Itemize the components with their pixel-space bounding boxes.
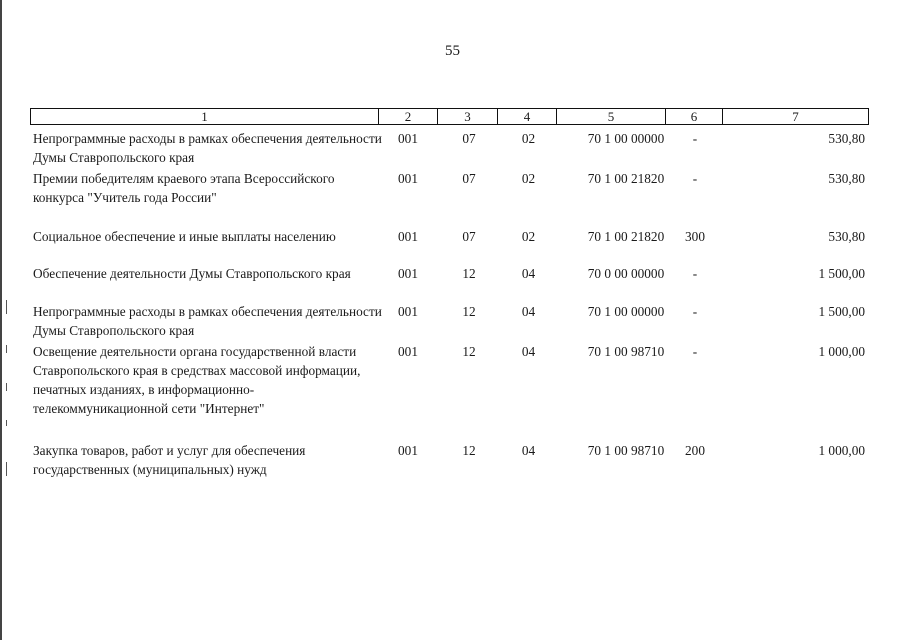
row-code: 001 <box>398 344 418 359</box>
column-header: 4 <box>498 109 557 125</box>
row-name: Непрограммные расходы в рамках обеспечения деятельности Думы Ставропольского края <box>33 131 382 165</box>
row-name: Закупка товаров, работ и услуг для обеспечения государственных (муниципальных) нужд <box>33 443 306 477</box>
scan-mark <box>6 383 7 391</box>
row-amount: 530,80 <box>828 171 865 186</box>
row-code: 001 <box>398 171 418 186</box>
row-subsection: 04 <box>521 266 536 281</box>
row-code: 001 <box>398 229 418 244</box>
row-target-article: 70 1 00 00000 <box>587 304 665 319</box>
row-amount: 1 500,00 <box>818 266 865 281</box>
row-code: 001 <box>398 266 418 281</box>
row-section: 07 <box>462 171 476 186</box>
row-expense-type: - <box>692 344 698 359</box>
row-section: 12 <box>462 443 476 458</box>
row-expense-type: - <box>692 171 698 186</box>
row-target-article: 70 1 00 21820 <box>587 229 665 244</box>
page-number: 55 <box>445 43 460 59</box>
row-name: Социальное обеспечение и иные выплаты населению <box>33 229 336 244</box>
row-section: 07 <box>462 229 476 244</box>
column-header: 7 <box>723 109 869 125</box>
row-target-article: 70 1 00 98710 <box>587 443 665 458</box>
scan-mark <box>6 300 7 314</box>
row-subsection: 04 <box>521 443 536 458</box>
row-name: Премии победителям краевого этапа Всероссийского конкурса "Учитель года России" <box>33 171 335 205</box>
row-amount: 1 000,00 <box>818 344 865 359</box>
column-header: 2 <box>379 109 438 125</box>
row-code: 001 <box>398 304 418 319</box>
row-subsection: 02 <box>521 131 536 146</box>
row-amount: 1 500,00 <box>818 304 865 319</box>
column-header: 6 <box>666 109 723 125</box>
row-target-article: 70 1 00 21820 <box>587 171 665 186</box>
column-header: 3 <box>438 109 498 125</box>
row-name: Непрограммные расходы в рамках обеспечения деятельности Думы Ставропольского края <box>33 304 382 338</box>
row-target-article: 70 1 00 98710 <box>587 344 665 359</box>
scan-left-edge <box>0 0 2 640</box>
row-section: 12 <box>462 304 476 319</box>
scan-mark <box>6 345 7 353</box>
row-name: Обеспечение деятельности Думы Ставропольского края <box>33 266 351 281</box>
column-header: 5 <box>557 109 666 125</box>
column-header-row <box>31 109 869 125</box>
row-target-article: 70 1 00 00000 <box>587 131 665 146</box>
row-amount: 530,80 <box>828 131 865 146</box>
row-section: 12 <box>462 344 476 359</box>
row-subsection: 02 <box>521 171 536 186</box>
row-expense-type: 300 <box>685 229 705 244</box>
row-target-article: 70 0 00 00000 <box>587 266 665 281</box>
row-section: 12 <box>462 266 476 281</box>
row-subsection: 04 <box>521 344 536 359</box>
scan-mark <box>6 420 7 426</box>
row-amount: 1 000,00 <box>818 443 865 458</box>
column-header: 1 <box>31 109 379 125</box>
column-header-table <box>30 108 869 125</box>
row-subsection: 04 <box>521 304 536 319</box>
scan-mark <box>6 462 7 476</box>
row-expense-type: - <box>692 131 698 146</box>
row-expense-type: - <box>692 304 698 319</box>
row-code: 001 <box>398 443 418 458</box>
row-subsection: 02 <box>521 229 536 244</box>
row-amount: 530,80 <box>828 229 865 244</box>
row-name: Освещение деятельности органа государственной власти Ставропольского края в средствах массовой информации, печатных изданиях, в информационно-телекоммуникационной сети "Интернет" <box>33 344 361 416</box>
row-expense-type: - <box>692 266 698 281</box>
row-expense-type: 200 <box>685 443 705 458</box>
row-section: 07 <box>462 131 476 146</box>
row-code: 001 <box>398 131 418 146</box>
